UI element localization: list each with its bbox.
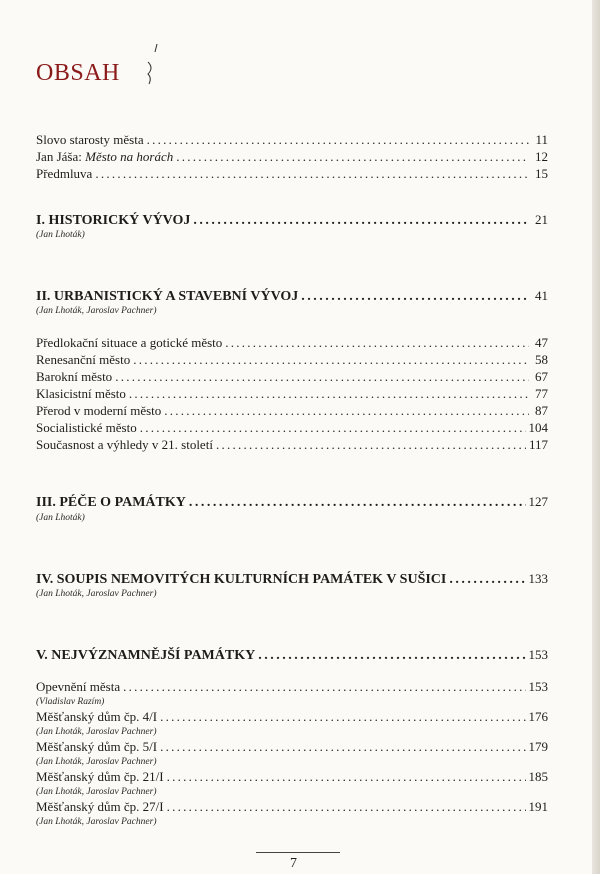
toc-page-number: 58 [535,352,548,367]
toc-page-number: 176 [528,709,548,724]
toc-entry-label: Renesanční město [36,352,131,367]
leader-dots [95,166,529,182]
toc-page-number: 21 [535,212,548,227]
leader-dots [167,799,526,815]
section-title: V. NEJVÝZNAMNĚJŠÍ PAMÁTKY [36,648,256,663]
toc-entry-predmluva[interactable] [36,166,548,182]
toc-section-4[interactable] [36,571,548,588]
leader-dots [133,352,529,368]
toc-page-number: 47 [535,335,548,350]
section-author: (Jan Lhoták) [36,513,85,523]
toc-entry-label: Předlokační situace a gotické město [36,335,223,350]
toc-entry[interactable] [36,335,548,351]
toc-entry[interactable] [36,679,548,695]
entry-author: (Vladislav Razím) [36,697,105,707]
toc-entry-label: Měšťanský dům čp. 27/I [36,799,164,814]
toc-entry-mesto-na-horach[interactable] [36,149,548,165]
section-title: II. URBANISTICKÝ A STAVEBNÍ VÝVOJ [36,289,299,304]
toc-page-number: 117 [528,437,548,452]
toc-page-number: 11 [535,132,548,147]
leader-dots [301,289,529,305]
toc-entry-label: Přerod v moderní město [36,403,162,418]
section-author: (Jan Lhoták) [36,230,85,240]
entry-author: (Jan Lhoták, Jaroslav Pachner) [36,817,157,827]
toc-entry[interactable] [36,352,548,368]
toc-entry[interactable] [36,369,548,385]
toc-section-5[interactable] [36,647,548,664]
leader-dots [164,403,529,419]
section-author: (Jan Lhoták, Jaroslav Pachner) [36,589,157,599]
leader-dots [123,679,525,695]
toc-entry[interactable] [36,709,548,725]
toc-section-1[interactable] [36,212,548,229]
toc-page-number: 87 [535,403,548,418]
section-title: III. PÉČE O PAMÁTKY [36,495,186,510]
toc-page-number: 67 [535,369,548,384]
toc-page-number: 77 [535,386,548,401]
leader-dots [140,420,526,436]
leader-dots [115,369,529,385]
toc-entry-label: Slovo starosty města [36,132,144,147]
toc-entry-slovo-starosty[interactable] [36,132,548,148]
toc-entry-label: Předmluva [36,166,93,181]
toc-page-number: 15 [535,166,548,181]
leader-dots [176,149,529,165]
toc-entry-label: Měšťanský dům čp. 21/I [36,769,164,784]
section-title: I. HISTORICKÝ VÝVOJ [36,213,191,228]
toc-entry-label: Současnost a výhledy v 21. století [36,437,213,452]
toc-entry-label: Socialistické město [36,420,137,435]
leader-dots [147,132,529,148]
toc-entry-label: Měšťanský dům čp. 5/I [36,739,158,754]
toc-entry-label: Klasicistní město [36,386,126,401]
leader-dots [193,213,529,229]
leader-dots [216,437,526,453]
leader-dots [225,335,529,351]
entry-author: (Jan Lhoták, Jaroslav Pachner) [36,757,157,767]
entry-author: (Jan Lhoták, Jaroslav Pachner) [36,787,157,797]
leader-dots [129,386,529,402]
page-spine-shadow [592,0,600,874]
section-title: IV. SOUPIS NEMOVITÝCH KULTURNÍCH PAMÁTEK V SUŠICI [36,572,447,587]
leader-dots [160,709,525,725]
leader-dots [189,495,526,511]
toc-page-number: 104 [528,420,548,435]
toc-page-number: 41 [535,288,548,303]
section-author: (Jan Lhoták, Jaroslav Pachner) [36,306,157,316]
toc-entry-label: Opevnění města [36,679,121,694]
footer-rule [256,852,340,853]
toc-section-3[interactable] [36,494,548,511]
leader-dots [160,739,525,755]
leader-dots [258,648,525,664]
page-title: OBSAH [36,60,120,86]
toc-entry-label: Jan Jáša: Město na horách [36,149,174,164]
toc-page-number: 153 [528,647,548,662]
toc-page-number: 12 [535,149,548,164]
toc-page-number: 185 [528,769,548,784]
toc-entry[interactable] [36,769,548,785]
toc-page-number: 179 [528,739,548,754]
toc-entry-label: Barokní město [36,369,113,384]
toc-entry-label: Měšťanský dům čp. 4/I [36,709,158,724]
leader-dots [449,572,525,588]
toc-page-number: 133 [528,571,548,586]
toc-entry[interactable] [36,386,548,402]
entry-author: (Jan Lhoták, Jaroslav Pachner) [36,727,157,737]
toc-page-number: 127 [528,494,548,509]
toc-entry[interactable] [36,420,548,436]
toc-entry[interactable] [36,739,548,755]
toc-page-number: 153 [528,679,548,694]
page-number: 7 [290,856,297,871]
pencil-marks [140,40,170,100]
toc-section-2[interactable] [36,288,548,305]
leader-dots [167,769,526,785]
toc-page-number: 191 [528,799,548,814]
toc-entry[interactable] [36,403,548,419]
toc-entry[interactable] [36,437,548,453]
toc-entry[interactable] [36,799,548,815]
